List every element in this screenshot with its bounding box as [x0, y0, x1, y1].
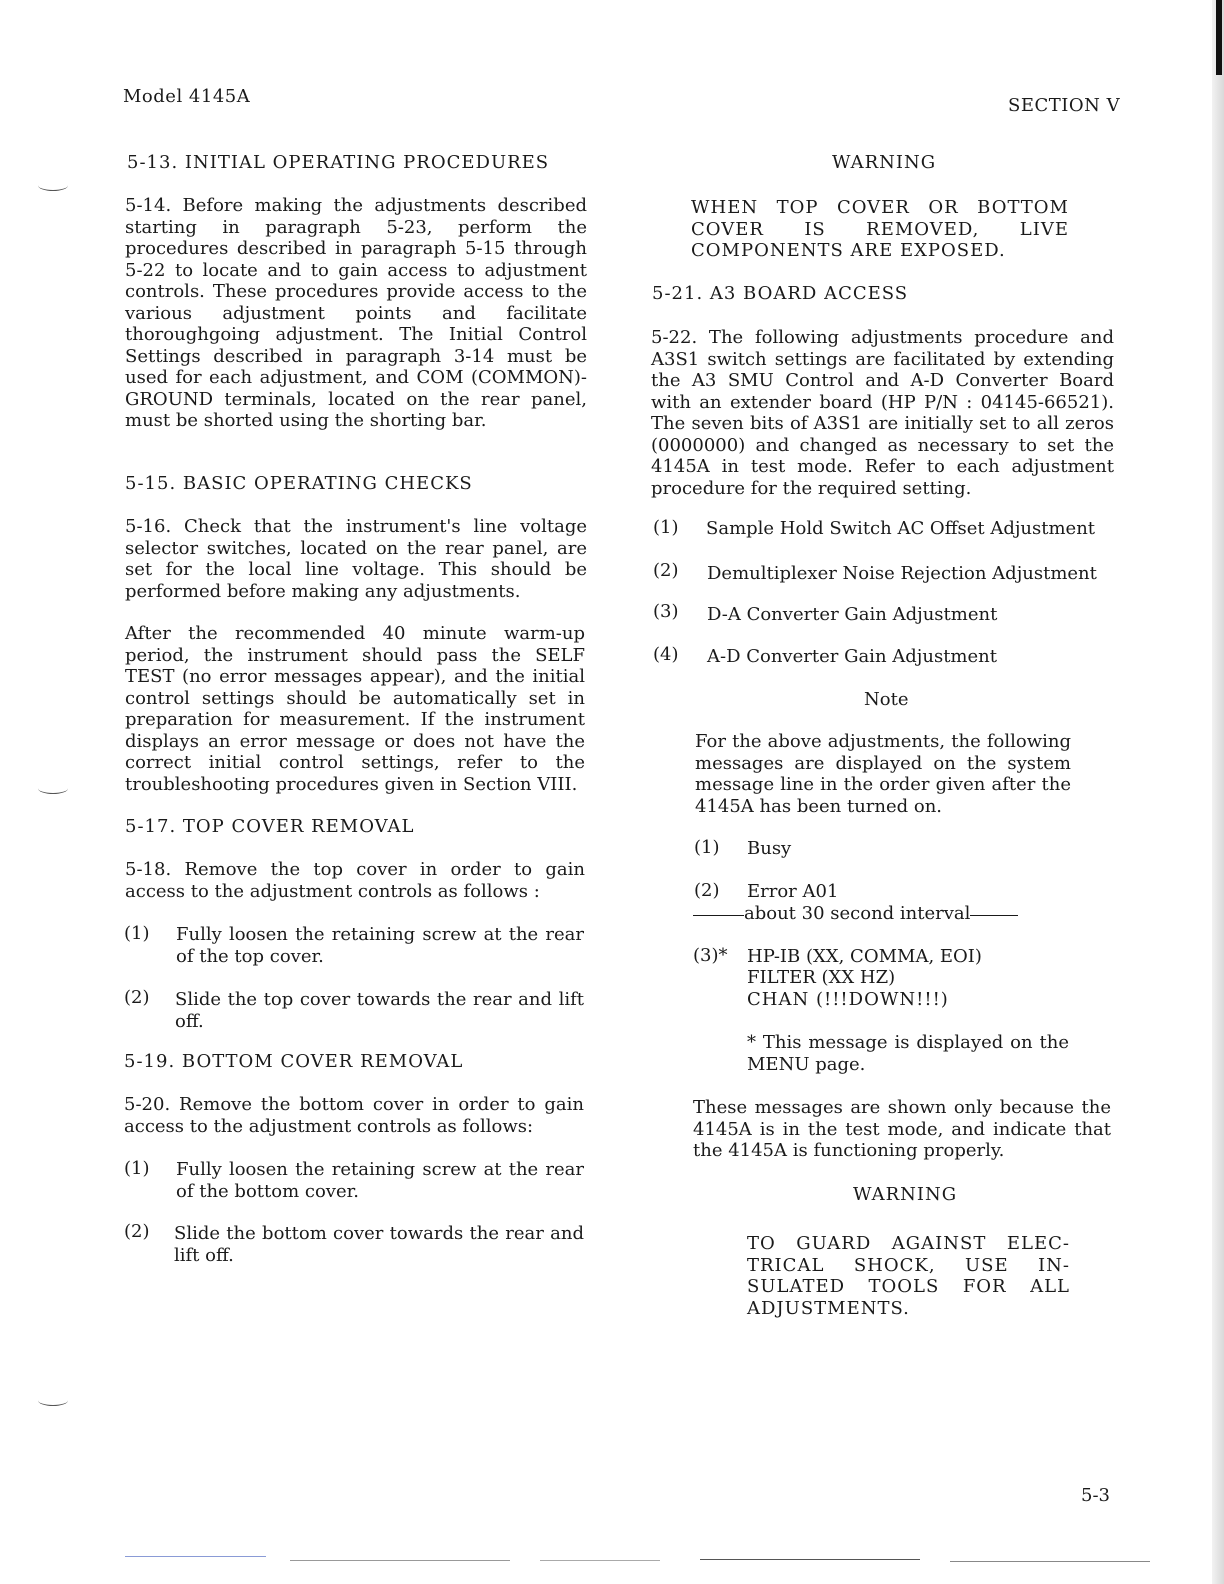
list-number: (4): [653, 644, 679, 665]
message-item: [694, 837, 1074, 859]
heading-5-15: 5-15. BASIC OPERATING CHECKS: [125, 473, 473, 494]
scan-edge: [1212, 0, 1224, 1584]
list-text: Fully loosen the retaining screw at the rear of the bottom cover.: [176, 1159, 584, 1202]
message-line: HP-IB (XX, COMMA, EOI): [747, 946, 982, 967]
warning-text: WHEN TOP COVER OR BOTTOM COVER IS REMOVED, LIVE COMPONENTS ARE EXPOSED.: [691, 197, 1069, 261]
scan-rule: [540, 1560, 660, 1561]
list-number: (3): [653, 601, 679, 622]
interval-indicator: [693, 903, 1018, 925]
message-item: [694, 880, 1074, 902]
list-text: Slide the bottom cover towards the rear and lift off.: [174, 1223, 584, 1266]
message-line: Error A01: [747, 881, 839, 902]
list-number: (1): [124, 1158, 150, 1179]
paragraph-5-18: 5-18. Remove the top cover in order to gain access to the adjustment controls as follows :: [125, 859, 585, 902]
paragraph-5-22: 5-22. The following adjustments procedure and A3S1 switch settings are facilitated by extending the A3 SMU Control and A-D Converter Board with an extender board (HP P/N : 04145-66521). The seven bits of A3S1 are initially set to all zeros (0000000) and changed as necessary to set the 4145A in test mode. Refer to each adjustment procedure for the required setting.: [651, 327, 1114, 499]
scan-rule: [950, 1561, 1150, 1562]
paragraph-5-20: 5-20. Remove the bottom cover in order to gain access to the adjustment controls as follows:: [124, 1094, 584, 1137]
section-label: SECTION V: [1008, 95, 1121, 116]
heading-5-19: 5-19. BOTTOM COVER REMOVAL: [124, 1051, 464, 1072]
list-text: Sample Hold Switch AC Offset Adjustment: [706, 518, 1096, 539]
note-text: For the above adjustments, the following messages are displayed on the system message line in the order given after the 4145A has been turned on.: [695, 731, 1071, 817]
message-line: FILTER (XX HZ): [747, 967, 896, 988]
list-text: A-D Converter Gain Adjustment: [707, 646, 997, 667]
list-number: (2): [653, 560, 679, 581]
paragraph-5-16: 5-16. Check that the instrument's line voltage selector switches, located on the rear panel, are set for the local line voltage. This should be performed before making any adjustments.: [125, 516, 587, 602]
list-item: [124, 987, 586, 1037]
paragraph-5-14: 5-14. Before making the adjustments described starting in paragraph 5-23, perform the procedures described in paragraph 5-15 through 5-22 to locate and to gain access to adjustment controls. These procedures provide access to the various adjustment points and facilitate thoroughgoing adjustment. The Initial Control Settings described in paragraph 3-14 must be used for each adjustment, and COM (COMMON)-GROUND terminals, located on the rear panel, must be shorted using the shorting bar.: [125, 195, 587, 431]
list-number: (1): [653, 517, 679, 538]
warning-title: WARNING: [853, 1184, 958, 1205]
list-text: Demultiplexer Noise Rejection Adjustment: [707, 563, 1097, 584]
binding-mark: [38, 783, 68, 794]
list-item: [124, 1158, 586, 1208]
model-label: Model 4145A: [123, 86, 251, 107]
list-number: (3)*: [693, 945, 728, 966]
list-text: D-A Converter Gain Adjustment: [707, 604, 998, 625]
scan-edge-mark: [1216, 0, 1222, 75]
heading-5-21: 5-21. A3 BOARD ACCESS: [652, 283, 909, 304]
adjustment-item: [653, 644, 1113, 666]
interval-text: about 30 second interval: [744, 903, 971, 924]
heading-5-13: 5-13. INITIAL OPERATING PROCEDURES: [127, 152, 550, 173]
binding-mark: [38, 180, 68, 191]
footnote: * This message is displayed on the MENU page.: [747, 1032, 1069, 1075]
interval-line-right: [970, 915, 1018, 916]
list-number: (1): [694, 837, 720, 858]
list-number: (2): [694, 880, 720, 901]
paragraph-shown: These messages are shown only because the 4145A is in the test mode, and indicate that the 4145A is functioning properly.: [693, 1097, 1111, 1161]
list-number: (2): [124, 1221, 150, 1242]
warning-title: WARNING: [832, 152, 937, 173]
page-number: 5-3: [1081, 1485, 1110, 1506]
list-number: (2): [124, 987, 150, 1008]
adjustment-item: [653, 560, 1113, 582]
scan-rule: [290, 1560, 510, 1561]
warning-text: TO GUARD AGAINST ELEC-TRICAL SHOCK, USE IN-SULATED TOOLS FOR ALL ADJUSTMENTS.: [747, 1233, 1070, 1319]
adjustment-item: [653, 517, 1113, 539]
list-number: (1): [124, 923, 150, 944]
message-line: Busy: [747, 838, 792, 859]
interval-line-left: [693, 915, 744, 916]
list-item: [124, 923, 586, 973]
message-line: CHAN (!!!DOWN!!!): [747, 989, 949, 1010]
binding-mark: [38, 1395, 68, 1406]
scan-rule: [700, 1559, 920, 1560]
note-title: Note: [864, 689, 909, 710]
list-item: [124, 1221, 586, 1271]
scan-rule: [125, 1556, 266, 1557]
heading-5-17: 5-17. TOP COVER REMOVAL: [125, 816, 415, 837]
list-text: Fully loosen the retaining screw at the rear of the top cover.: [176, 924, 584, 967]
adjustment-item: [653, 601, 1113, 623]
message-item: [693, 945, 1073, 1011]
paragraph-warmup: After the recommended 40 minute warm-up period, the instrument should pass the SELF TEST (no error messages appear), and the initial control settings should be automatically set in preparation for measurement. If the instrument displays an error message or does not have the correct initial control settings, refer to the troubleshooting procedures given in Section VIII.: [125, 623, 585, 795]
list-text: Slide the top cover towards the rear and lift off.: [175, 989, 584, 1032]
